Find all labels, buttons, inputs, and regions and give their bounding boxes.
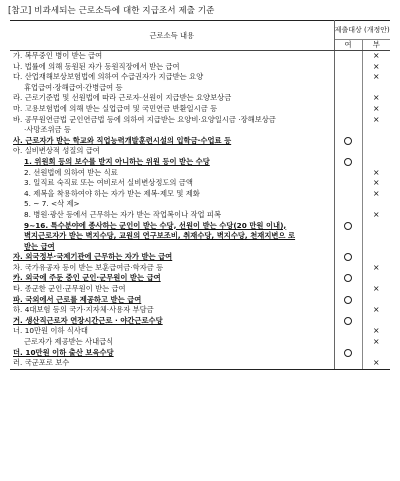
table-row <box>10 146 390 157</box>
table-row <box>10 326 390 337</box>
cell-yes <box>334 326 362 337</box>
table-row <box>10 358 390 369</box>
row-text: 바. 공무원연금법 군인연금법 등에 의하여 지급받는 요양비·요양일시금 ·장해보상금 <box>10 115 334 126</box>
cell-yes <box>334 146 362 157</box>
cell-no <box>362 125 390 136</box>
x-mark-icon: × <box>372 178 380 188</box>
x-mark-icon: × <box>372 93 380 103</box>
row-text: 타. 종군한 군인·군무원이 받는 급여 <box>10 284 334 295</box>
table-row <box>10 83 390 94</box>
row-text: 가. 복무중인 병이 받는 급여 <box>10 51 334 62</box>
cell-yes <box>334 358 362 369</box>
cell-yes <box>334 284 362 295</box>
x-mark-icon: × <box>372 188 380 198</box>
row-text: 8. 병원·광산 등에서 근무하는 자가 받는 작업복이나 작업 피복 <box>10 210 334 221</box>
x-mark-icon: × <box>372 61 380 71</box>
circle-mark-icon <box>344 317 352 325</box>
row-text: 5. ~ 7. <삭 제> <box>10 199 334 210</box>
cell-no <box>362 326 390 337</box>
x-mark-icon: × <box>372 167 380 177</box>
table-row <box>10 348 390 359</box>
x-mark-icon: × <box>372 326 380 336</box>
header-yes: 여 <box>334 40 362 51</box>
x-mark-icon: × <box>372 72 380 82</box>
cell-no <box>362 93 390 104</box>
header-no: 부 <box>362 40 390 51</box>
cell-no <box>362 231 390 242</box>
table-row <box>10 93 390 104</box>
cell-no <box>362 115 390 126</box>
row-text: 하. 4대보험 등의 국가·지자체·사용자 부담금 <box>10 305 334 316</box>
x-mark-icon: × <box>372 337 380 347</box>
cell-yes <box>334 62 362 73</box>
cell-no <box>362 136 390 147</box>
row-text: 1. 위원회 등의 보수를 받지 아니하는 위원 등이 받는 수당 <box>10 157 334 168</box>
row-text: 2. 선원법에 의하여 받는 식료 <box>10 168 334 179</box>
row-text: 4. 제복을 착용하여야 하는 자가 받는 제복·제모 및 제화 <box>10 189 334 200</box>
cell-yes <box>334 83 362 94</box>
x-mark-icon: × <box>372 114 380 124</box>
cell-yes <box>334 93 362 104</box>
cell-no <box>362 316 390 327</box>
cell-yes <box>334 104 362 115</box>
row-text: 아. 실비변상적 성질의 급여 <box>10 146 334 157</box>
x-mark-icon: × <box>372 358 380 368</box>
cell-yes <box>334 273 362 284</box>
x-mark-icon: × <box>372 262 380 272</box>
cell-no <box>362 337 390 348</box>
cell-yes <box>334 316 362 327</box>
cell-yes <box>334 337 362 348</box>
cell-yes <box>334 295 362 306</box>
cell-no <box>362 273 390 284</box>
row-text: 벽지근로자가 받는 벽지수당, 교원의 연구보조비, 취재수당, 벽지수당, 천재지변으 로 <box>10 231 334 242</box>
row-text: 휴업급여·장해급여·간병급여 등 <box>10 83 334 94</box>
cell-no <box>362 72 390 83</box>
row-text: 라. 근로기준법 및 선원법에 따라 근로자·선원이 지급받는 요양보상금 <box>10 93 334 104</box>
row-text: 카. 외국에 주둔 중인 군인·군무원이 받는 급여 <box>10 273 334 284</box>
table-row <box>10 305 390 316</box>
table-row <box>10 136 390 147</box>
row-text: 9~16. 특수분야에 종사하는 군인이 받는 수당, 선원이 받는 수당(20 만원 이내), <box>10 221 334 232</box>
row-text: 더. 10만원 이하 출산 보육수당 <box>10 348 334 359</box>
table-row <box>10 168 390 179</box>
cell-no <box>362 348 390 359</box>
cell-no <box>362 146 390 157</box>
cell-yes <box>334 189 362 200</box>
table-row <box>10 125 390 136</box>
cell-yes <box>334 348 362 359</box>
table-row <box>10 104 390 115</box>
table-row <box>10 189 390 200</box>
header-row <box>10 21 390 40</box>
row-text: 차. 국가유공자 등이 받는 보훈급여금·학자금 등 <box>10 263 334 274</box>
table-row <box>10 210 390 221</box>
table-row <box>10 199 390 210</box>
header-submission-target: 제출대상 (개정안) <box>334 21 390 40</box>
header-income-content: 근로소득 내용 <box>10 21 334 51</box>
cell-no <box>362 178 390 189</box>
row-text: 나. 법률에 의해 동원된 자가 동원직장에서 받는 급여 <box>10 62 334 73</box>
cell-no <box>362 263 390 274</box>
cell-yes <box>334 178 362 189</box>
x-mark-icon: × <box>372 284 380 294</box>
cell-no <box>362 104 390 115</box>
cell-yes <box>334 231 362 242</box>
cell-no <box>362 242 390 253</box>
table-row <box>10 51 390 62</box>
row-text: 파. 국외에서 근로를 제공하고 받는 급여 <box>10 295 334 306</box>
cell-yes <box>334 221 362 232</box>
cell-no <box>362 358 390 369</box>
row-text: 받는 급여 <box>10 242 334 253</box>
row-text: 마. 고용보험법에 의해 받는 실업급여 및 국민연금 반환일시금 등 <box>10 104 334 115</box>
cell-yes <box>334 72 362 83</box>
table-row <box>10 115 390 126</box>
table-row <box>10 337 390 348</box>
row-text: 근로자가 제공받는 사내급식 <box>10 337 334 348</box>
cell-no <box>362 157 390 168</box>
cell-no <box>362 168 390 179</box>
circle-mark-icon <box>344 274 352 282</box>
cell-yes <box>334 210 362 221</box>
table-row <box>10 72 390 83</box>
row-text: ·사망조위금 등 <box>10 125 334 136</box>
x-mark-icon: × <box>372 209 380 219</box>
table-row <box>10 62 390 73</box>
row-text: 사. 근로자가 받는 학교와 직업능력개발훈련시설의 입학금·수업료 등 <box>10 136 334 147</box>
cell-no <box>362 284 390 295</box>
table-row <box>10 295 390 306</box>
table-row <box>10 178 390 189</box>
cell-no <box>362 221 390 232</box>
cell-yes <box>334 115 362 126</box>
cell-no <box>362 51 390 62</box>
circle-mark-icon <box>344 296 352 304</box>
row-text: 거. 생산직근로자 연장시간근로 · 야간근로수당 <box>10 316 334 327</box>
row-text: 자. 외국정부·국제기관에 근무하는 자가 받는 급여 <box>10 252 334 263</box>
cell-yes <box>334 242 362 253</box>
x-mark-icon: × <box>372 305 380 315</box>
cell-no <box>362 199 390 210</box>
row-text: 다. 산업재해보상보험법에 의하여 수급권자가 지급받는 요양 <box>10 72 334 83</box>
cell-yes <box>334 168 362 179</box>
circle-mark-icon <box>344 349 352 357</box>
cell-yes <box>334 199 362 210</box>
circle-mark-icon <box>344 137 352 145</box>
caption: [참고] 비과세되는 근로소득에 대한 지급조서 제출 기준 <box>8 6 215 16</box>
table-row <box>10 242 390 253</box>
row-text: 러. 국군포로 보수 <box>10 358 334 369</box>
x-mark-icon: × <box>372 51 380 60</box>
table-row <box>10 273 390 284</box>
cell-yes <box>334 263 362 274</box>
cell-no <box>362 210 390 221</box>
cell-no <box>362 305 390 316</box>
circle-mark-icon <box>344 253 352 261</box>
cell-yes <box>334 252 362 263</box>
cell-yes <box>334 157 362 168</box>
row-text: 3. 일직료 숙직료 또는 여비로서 실비변상정도의 금액 <box>10 178 334 189</box>
submission-criteria-table <box>10 20 390 370</box>
table-row <box>10 157 390 168</box>
cell-no <box>362 83 390 94</box>
table-row <box>10 316 390 327</box>
cell-yes <box>334 305 362 316</box>
cell-no <box>362 62 390 73</box>
cell-yes <box>334 125 362 136</box>
circle-mark-icon <box>344 222 352 230</box>
cell-no <box>362 295 390 306</box>
table-row <box>10 252 390 263</box>
table-row <box>10 284 390 295</box>
cell-no <box>362 189 390 200</box>
table-row <box>10 263 390 274</box>
cell-no <box>362 252 390 263</box>
cell-yes <box>334 136 362 147</box>
x-mark-icon: × <box>372 103 380 113</box>
table-row <box>10 221 390 232</box>
cell-yes <box>334 51 362 62</box>
table-row <box>10 231 390 242</box>
row-text: 너. 10만원 이하 식사대 <box>10 326 334 337</box>
circle-mark-icon <box>344 158 352 166</box>
